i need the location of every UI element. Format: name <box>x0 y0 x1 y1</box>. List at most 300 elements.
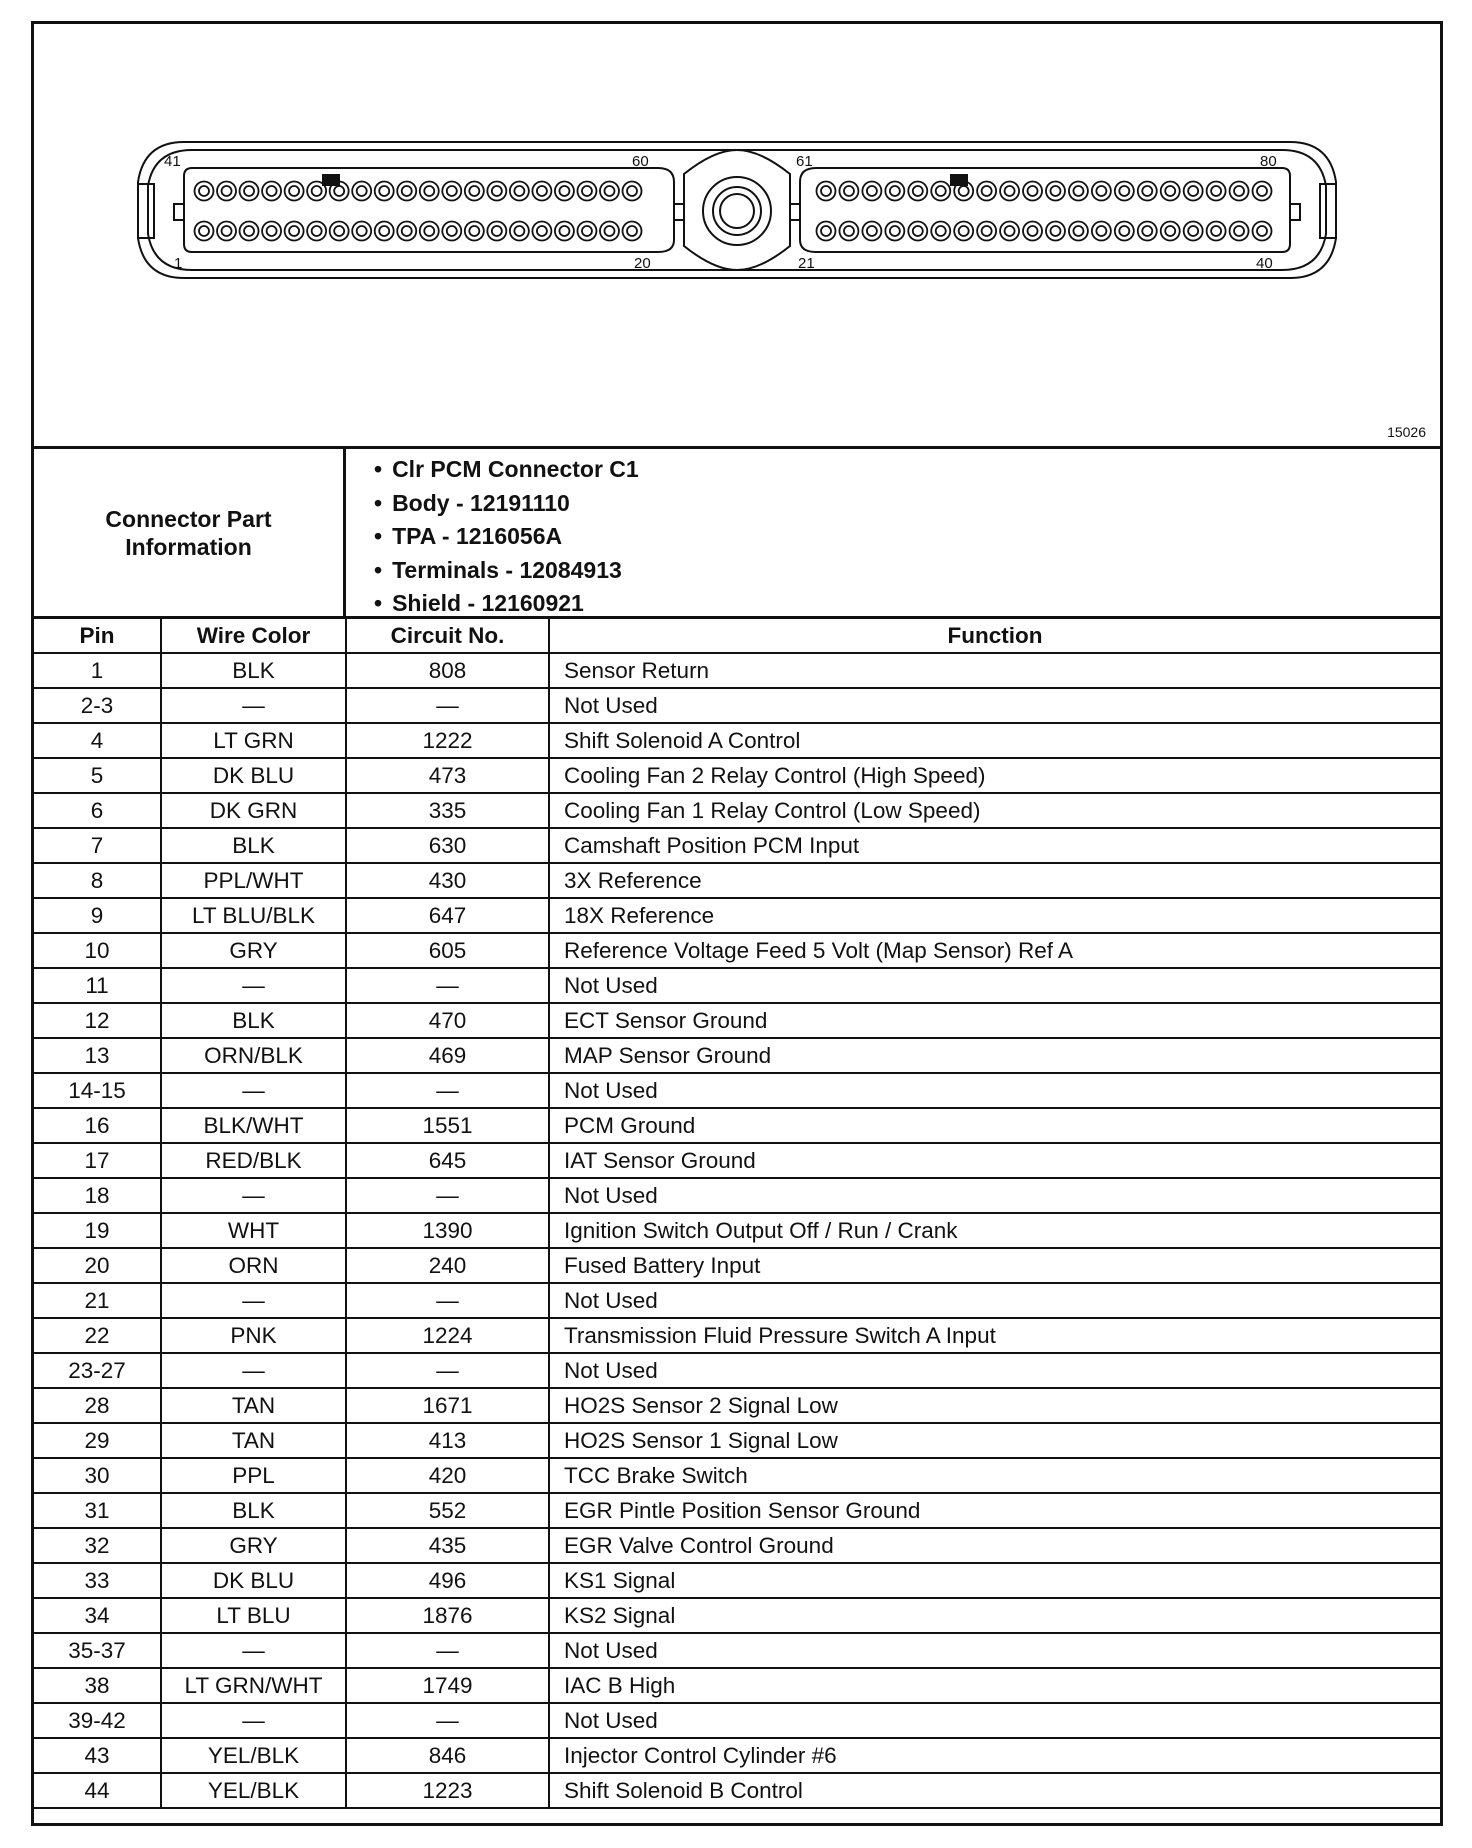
cell-function: Not Used <box>549 688 1440 723</box>
pin-hole <box>240 182 259 201</box>
cell-pin: 17 <box>34 1143 161 1178</box>
pin-hole <box>1207 182 1226 201</box>
pin-hole <box>600 222 619 241</box>
cell-wire-color: — <box>161 1283 346 1318</box>
pin-hole-center <box>582 226 592 236</box>
pin-hole-center <box>492 226 502 236</box>
cell-pin: 20 <box>34 1248 161 1283</box>
cell-circuit: 1876 <box>346 1598 549 1633</box>
table-row <box>34 1003 1440 1038</box>
pin-label-41: 41 <box>164 153 181 170</box>
connector-housing-outer <box>138 142 1336 278</box>
pin-hole-center <box>289 226 299 236</box>
table-row <box>34 968 1440 1003</box>
cell-wire-color: — <box>161 688 346 723</box>
pin-hole-center <box>1165 186 1175 196</box>
cell-pin: 32 <box>34 1528 161 1563</box>
pin-hole-center <box>559 226 569 236</box>
cell-circuit: 413 <box>346 1423 549 1458</box>
cell-pin: 4 <box>34 723 161 758</box>
pin-hole-center <box>469 186 479 196</box>
table-row <box>34 1458 1440 1493</box>
cell-wire-color: GRY <box>161 1528 346 1563</box>
cell-pin: 23-27 <box>34 1353 161 1388</box>
header-function: Function <box>549 619 1440 653</box>
cell-function: Not Used <box>549 1283 1440 1318</box>
pin-hole-center <box>1165 226 1175 236</box>
pin-hole <box>1184 182 1203 201</box>
cell-pin: 31 <box>34 1493 161 1528</box>
pin-hole <box>465 182 484 201</box>
cell-pin: 39-42 <box>34 1703 161 1738</box>
cell-pin: 6 <box>34 793 161 828</box>
right-latch <box>1320 184 1336 238</box>
left-block-key <box>174 204 184 220</box>
pin-table <box>34 619 1440 1809</box>
pin-hole <box>1207 222 1226 241</box>
pin-hole-center <box>1211 186 1221 196</box>
cell-circuit: 1223 <box>346 1773 549 1808</box>
pin-hole <box>1230 222 1249 241</box>
pin-hole-center <box>913 186 923 196</box>
pin-hole <box>1069 222 1088 241</box>
cell-function: EGR Valve Control Ground <box>549 1528 1440 1563</box>
pin-hole <box>817 222 836 241</box>
cell-wire-color: — <box>161 968 346 1003</box>
pin-hole <box>885 222 904 241</box>
pin-hole-center <box>1188 186 1198 196</box>
pin-hole-center <box>199 186 209 196</box>
pin-hole <box>931 182 950 201</box>
pin-hole-center <box>267 186 277 196</box>
pin-hole-center <box>447 226 457 236</box>
cell-function: PCM Ground <box>549 1108 1440 1143</box>
cell-wire-color: GRY <box>161 933 346 968</box>
cell-function: Reference Voltage Feed 5 Volt (Map Sensor) Ref A <box>549 933 1440 968</box>
table-row <box>34 1108 1440 1143</box>
table-row <box>34 758 1440 793</box>
pin-hole-center <box>537 186 547 196</box>
pin-hole-center <box>1028 226 1038 236</box>
table-row <box>34 1388 1440 1423</box>
cell-pin: 18 <box>34 1178 161 1213</box>
pin-hole <box>839 222 858 241</box>
pin-hole <box>217 182 236 201</box>
cell-function: Sensor Return <box>549 653 1440 688</box>
pin-hole <box>862 222 881 241</box>
pin-hole-center <box>1096 226 1106 236</box>
table-row <box>34 1563 1440 1598</box>
pin-label-80: 80 <box>1260 153 1277 170</box>
pin-hole <box>195 182 214 201</box>
table-row <box>34 1318 1440 1353</box>
cell-circuit: 1749 <box>346 1668 549 1703</box>
right-pin-holes <box>817 182 1272 241</box>
cell-function: Cooling Fan 2 Relay Control (High Speed) <box>549 758 1440 793</box>
pin-hole-center <box>199 226 209 236</box>
table-row <box>34 1353 1440 1388</box>
pin-hole-center <box>959 226 969 236</box>
pin-hole <box>1138 182 1157 201</box>
cell-function: Ignition Switch Output Off / Run / Crank <box>549 1213 1440 1248</box>
center-bolt-housing <box>684 150 790 270</box>
pin-hole-center <box>244 226 254 236</box>
cell-circuit: 1222 <box>346 723 549 758</box>
pin-hole-center <box>982 186 992 196</box>
table-row <box>34 1633 1440 1668</box>
cell-wire-color: — <box>161 1073 346 1108</box>
cell-function: MAP Sensor Ground <box>549 1038 1440 1073</box>
pin-hole-center <box>469 226 479 236</box>
connector-info-item: • Clr PCM Connector C1 <box>374 453 639 487</box>
cell-circuit: 335 <box>346 793 549 828</box>
cell-function: ECT Sensor Ground <box>549 1003 1440 1038</box>
pin-hole-center <box>936 226 946 236</box>
pin-hole <box>375 182 394 201</box>
cell-wire-color: LT GRN/WHT <box>161 1668 346 1703</box>
pin-hole <box>1184 222 1203 241</box>
cell-pin: 19 <box>34 1213 161 1248</box>
pin-hole-center <box>424 186 434 196</box>
pin-hole <box>285 182 304 201</box>
pin-hole-center <box>1073 186 1083 196</box>
cell-circuit: 469 <box>346 1038 549 1073</box>
pin-hole <box>1046 182 1065 201</box>
pin-hole-center <box>1257 226 1267 236</box>
table-row <box>34 1493 1440 1528</box>
table-row <box>34 653 1440 688</box>
cell-circuit: — <box>346 1178 549 1213</box>
pin-table-body <box>34 653 1440 1808</box>
pin-hole-center <box>334 226 344 236</box>
cell-circuit: 846 <box>346 1738 549 1773</box>
cell-circuit: 552 <box>346 1493 549 1528</box>
connector-part-info <box>34 449 1440 619</box>
pin-hole <box>623 182 642 201</box>
left-latch <box>138 184 154 238</box>
pin-hole <box>1161 182 1180 201</box>
pin-hole-center <box>312 186 322 196</box>
cell-wire-color: WHT <box>161 1213 346 1248</box>
pin-hole <box>1023 182 1042 201</box>
pin-hole <box>600 182 619 201</box>
pin-hole-center <box>821 186 831 196</box>
cell-circuit: 473 <box>346 758 549 793</box>
pin-hole <box>839 182 858 201</box>
cell-function: IAC B High <box>549 1668 1440 1703</box>
cell-wire-color: LT BLU/BLK <box>161 898 346 933</box>
cell-circuit: 1551 <box>346 1108 549 1143</box>
cell-wire-color: — <box>161 1178 346 1213</box>
pin-hole-center <box>1073 226 1083 236</box>
cell-function: Not Used <box>549 968 1440 1003</box>
cell-function: Camshaft Position PCM Input <box>549 828 1440 863</box>
cell-function: HO2S Sensor 2 Signal Low <box>549 1388 1440 1423</box>
pin-hole <box>420 222 439 241</box>
pin-hole <box>862 182 881 201</box>
pin-label-1: 1 <box>174 255 183 272</box>
cell-pin: 34 <box>34 1598 161 1633</box>
cell-circuit: 808 <box>346 653 549 688</box>
connector-info-list <box>374 453 639 621</box>
cell-function: IAT Sensor Ground <box>549 1143 1440 1178</box>
cell-pin: 16 <box>34 1108 161 1143</box>
pin-hole <box>1115 182 1134 201</box>
cell-circuit: 420 <box>346 1458 549 1493</box>
pin-hole <box>510 182 529 201</box>
pin-hole <box>1069 182 1088 201</box>
pin-hole-center <box>913 226 923 236</box>
table-row <box>34 1143 1440 1178</box>
pin-hole <box>532 182 551 201</box>
cell-circuit: 496 <box>346 1563 549 1598</box>
pin-hole-center <box>1050 226 1060 236</box>
pin-hole-center <box>447 186 457 196</box>
table-row <box>34 1423 1440 1458</box>
pin-hole <box>262 222 281 241</box>
cell-wire-color: ORN/BLK <box>161 1038 346 1073</box>
cell-circuit: 1390 <box>346 1213 549 1248</box>
pin-hole <box>1230 182 1249 201</box>
pin-hole <box>977 222 996 241</box>
pin-hole <box>195 222 214 241</box>
cell-circuit: — <box>346 1283 549 1318</box>
pin-hole-center <box>379 186 389 196</box>
right-pin-block <box>800 168 1290 252</box>
header-wire-color: Wire Color <box>161 619 346 653</box>
right-block-key <box>790 204 800 220</box>
pin-hole-center <box>1257 186 1267 196</box>
cell-pin: 21 <box>34 1283 161 1318</box>
pin-hole-center <box>222 186 232 196</box>
cell-function: Cooling Fan 1 Relay Control (Low Speed) <box>549 793 1440 828</box>
pin-hole <box>1115 222 1134 241</box>
pin-hole <box>623 222 642 241</box>
table-row <box>34 1213 1440 1248</box>
pin-hole-center <box>604 186 614 196</box>
cell-pin: 8 <box>34 863 161 898</box>
table-row <box>34 1738 1440 1773</box>
table-row <box>34 933 1440 968</box>
pin-hole <box>307 182 326 201</box>
pin-hole <box>1161 222 1180 241</box>
pin-hole-center <box>289 186 299 196</box>
pin-hole-center <box>821 226 831 236</box>
pin-hole <box>908 182 927 201</box>
cell-function: Shift Solenoid A Control <box>549 723 1440 758</box>
pin-hole-center <box>379 226 389 236</box>
cell-circuit: — <box>346 968 549 1003</box>
cell-wire-color: BLK <box>161 1493 346 1528</box>
table-row <box>34 898 1440 933</box>
pin-label-21: 21 <box>798 255 815 272</box>
pin-hole-center <box>959 186 969 196</box>
cell-circuit: 630 <box>346 828 549 863</box>
pin-hole <box>1023 222 1042 241</box>
cell-circuit: — <box>346 1633 549 1668</box>
cell-function: Injector Control Cylinder #6 <box>549 1738 1440 1773</box>
pin-hole <box>1138 222 1157 241</box>
connector-info-item: • Body - 12191110 <box>374 487 639 521</box>
pin-hole <box>397 182 416 201</box>
pin-hole <box>510 222 529 241</box>
table-row <box>34 688 1440 723</box>
cell-wire-color: BLK <box>161 1003 346 1038</box>
pin-hole <box>1253 182 1272 201</box>
pin-hole <box>977 182 996 201</box>
pin-hole-center <box>492 186 502 196</box>
pin-hole <box>352 182 371 201</box>
cell-wire-color: YEL/BLK <box>161 1773 346 1808</box>
cell-pin: 33 <box>34 1563 161 1598</box>
cell-circuit: 435 <box>346 1528 549 1563</box>
pin-hole <box>555 222 574 241</box>
pin-label-40: 40 <box>1256 255 1273 272</box>
cell-wire-color: — <box>161 1703 346 1738</box>
cell-function: Transmission Fluid Pressure Switch A Input <box>549 1318 1440 1353</box>
cell-circuit: 1671 <box>346 1388 549 1423</box>
cell-function: Shift Solenoid B Control <box>549 1773 1440 1808</box>
cell-circuit: — <box>346 1353 549 1388</box>
pin-hole <box>465 222 484 241</box>
pin-hole <box>240 222 259 241</box>
table-row <box>34 1528 1440 1563</box>
pin-hole-center <box>267 226 277 236</box>
cell-function: TCC Brake Switch <box>549 1458 1440 1493</box>
connector-diagram-panel <box>34 24 1440 449</box>
cell-circuit: — <box>346 1703 549 1738</box>
table-row <box>34 1073 1440 1108</box>
connector-info-item: • Shield - 12160921 <box>374 587 639 621</box>
cell-pin: 28 <box>34 1388 161 1423</box>
table-row <box>34 1248 1440 1283</box>
pin-hole <box>1092 182 1111 201</box>
cell-wire-color: — <box>161 1633 346 1668</box>
pin-hole-center <box>867 186 877 196</box>
pin-hole-center <box>559 186 569 196</box>
left-pin-holes <box>195 182 642 241</box>
cell-pin: 43 <box>34 1738 161 1773</box>
cell-pin: 5 <box>34 758 161 793</box>
pin-hole <box>577 182 596 201</box>
cell-circuit: — <box>346 1073 549 1108</box>
cell-pin: 44 <box>34 1773 161 1808</box>
pin-hole <box>307 222 326 241</box>
pin-hole-center <box>1005 186 1015 196</box>
cell-wire-color: LT GRN <box>161 723 346 758</box>
header-pin: Pin <box>34 619 161 653</box>
table-row <box>34 863 1440 898</box>
pin-hole <box>442 182 461 201</box>
connector-info-label <box>34 449 346 616</box>
cell-function: Fused Battery Input <box>549 1248 1440 1283</box>
pin-hole-center <box>844 186 854 196</box>
cell-pin: 29 <box>34 1423 161 1458</box>
cell-function: EGR Pintle Position Sensor Ground <box>549 1493 1440 1528</box>
table-header-row <box>34 619 1440 653</box>
pin-hole-center <box>1234 226 1244 236</box>
pin-hole-center <box>1119 186 1129 196</box>
pin-hole-center <box>357 186 367 196</box>
pin-hole-center <box>537 226 547 236</box>
table-row <box>34 1598 1440 1633</box>
header-circuit: Circuit No. <box>346 619 549 653</box>
pin-label-61: 61 <box>796 153 813 170</box>
cell-wire-color: RED/BLK <box>161 1143 346 1178</box>
table-row <box>34 1668 1440 1703</box>
pin-hole-center <box>402 186 412 196</box>
cell-function: 3X Reference <box>549 863 1440 898</box>
pin-hole <box>352 222 371 241</box>
pin-label-20: 20 <box>634 255 651 272</box>
pin-hole-center <box>1142 186 1152 196</box>
pin-hole-center <box>514 226 524 236</box>
cell-function: HO2S Sensor 1 Signal Low <box>549 1423 1440 1458</box>
pin-hole-center <box>844 226 854 236</box>
pin-hole-center <box>1096 186 1106 196</box>
pin-hole-center <box>514 186 524 196</box>
pin-hole-center <box>312 226 322 236</box>
cell-wire-color: DK BLU <box>161 1563 346 1598</box>
pin-hole <box>420 182 439 201</box>
pin-hole-center <box>982 226 992 236</box>
cell-circuit: 605 <box>346 933 549 968</box>
cell-function: Not Used <box>549 1178 1440 1213</box>
cell-pin: 22 <box>34 1318 161 1353</box>
center-bolt-inner <box>720 194 754 228</box>
pin-hole-center <box>936 186 946 196</box>
cell-pin: 12 <box>34 1003 161 1038</box>
cell-circuit: 1224 <box>346 1318 549 1353</box>
table-row <box>34 828 1440 863</box>
table-row <box>34 1038 1440 1073</box>
cell-wire-color: ORN <box>161 1248 346 1283</box>
pin-hole <box>1092 222 1111 241</box>
cell-circuit: 430 <box>346 863 549 898</box>
connector-info-label-text: Connector Part Information <box>105 505 272 560</box>
pin-hole <box>397 222 416 241</box>
pin-hole-center <box>890 186 900 196</box>
cell-circuit: 645 <box>346 1143 549 1178</box>
pin-hole <box>487 222 506 241</box>
cell-wire-color: BLK <box>161 653 346 688</box>
pin-hole <box>908 222 927 241</box>
pin-hole <box>442 222 461 241</box>
table-row <box>34 1773 1440 1808</box>
pin-hole <box>285 222 304 241</box>
pin-hole <box>1000 222 1019 241</box>
cell-wire-color: PPL <box>161 1458 346 1493</box>
pin-hole <box>532 222 551 241</box>
cell-pin: 38 <box>34 1668 161 1703</box>
cell-wire-color: BLK <box>161 828 346 863</box>
cell-wire-color: TAN <box>161 1423 346 1458</box>
cell-pin: 10 <box>34 933 161 968</box>
cell-function: 18X Reference <box>549 898 1440 933</box>
pin-hole-center <box>627 186 637 196</box>
pin-hole-center <box>867 226 877 236</box>
pin-hole <box>577 222 596 241</box>
left-key-tab <box>322 174 340 186</box>
pin-hole <box>817 182 836 201</box>
pin-hole-center <box>222 226 232 236</box>
pin-hole <box>1046 222 1065 241</box>
pin-hole-center <box>334 186 344 196</box>
pin-hole <box>1000 182 1019 201</box>
cell-wire-color: DK BLU <box>161 758 346 793</box>
pin-label-60: 60 <box>632 153 649 170</box>
cell-pin: 7 <box>34 828 161 863</box>
